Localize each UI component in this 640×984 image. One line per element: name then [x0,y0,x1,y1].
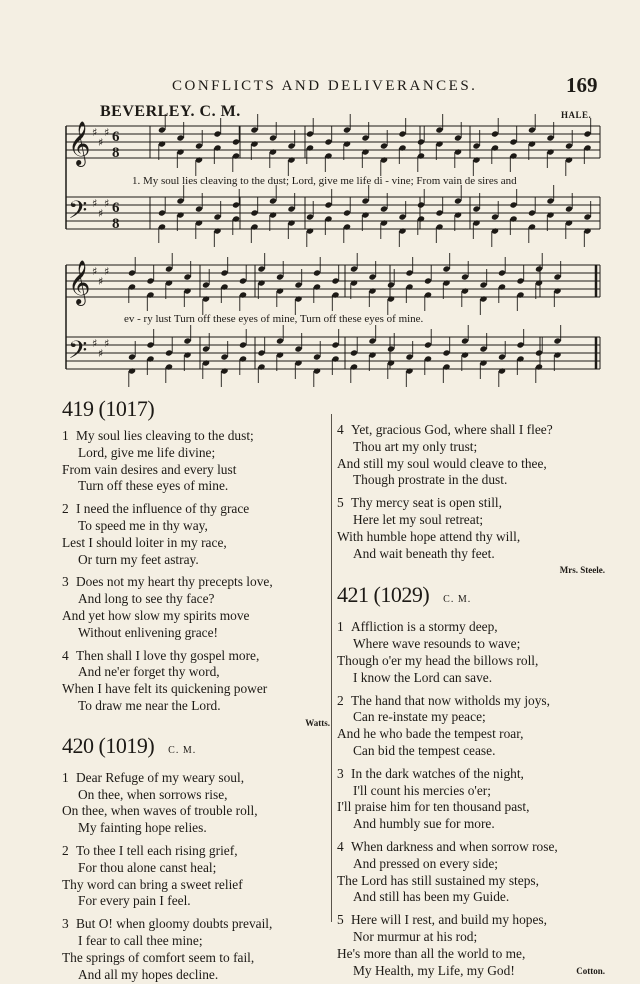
hymn-column-right [337,416,605,977]
verse-text: From vain desires and every lust [62,461,237,477]
verse-line [62,445,330,462]
stanza-3 [337,766,605,833]
verse-line [337,512,605,529]
verse-line [62,698,330,715]
verse-text: The springs of comfort seem to fail, [62,949,255,965]
verse-line [337,743,605,760]
sharp-icon: ♯ [92,337,98,350]
bass-clef-icon: 𝄢 [68,196,88,231]
verse-text: In the dark watches of the night, [351,765,524,781]
sharp-icon: ♯ [104,337,110,350]
verse-line [62,535,330,552]
verse-line [62,933,330,950]
verse-text: I know the Lord can save. [353,669,493,685]
verse-line [62,967,330,984]
verse-line [62,803,330,820]
hymn-stanzas [62,428,330,715]
stanza-4 [62,648,330,715]
sharp-icon: ♯ [98,347,104,360]
verse-text: Then shall I love thy gospel more, [76,647,260,663]
verse-line [62,681,330,698]
verse-text: Turn off these eyes of mine. [78,478,229,494]
verse-text: Can re-instate my peace; [353,709,486,725]
verse-line [337,529,605,546]
hymn-number-text: 421 (1029) [337,582,430,608]
verse-text: Yet, gracious God, where shall I flee? [351,422,553,437]
verse-line [337,546,605,563]
hymn-column-left [62,396,330,983]
verse-line [62,478,330,495]
verse-line [62,574,330,591]
stanza-2 [62,843,330,910]
verse-text: And yet how slow my spirits move [62,607,250,623]
hymn-author: Mrs. Steele. [559,565,605,576]
verse-text: Thy word can bring a sweet relief [62,876,243,892]
verse-text: Can bid the tempest cease. [353,742,496,758]
verse-text: Does not my heart thy precepts love, [76,574,273,590]
music-score [0,0,640,400]
verse-text: My Health, my Life, my God! [353,962,515,978]
stanza-number: 4 [337,838,344,854]
verse-line [62,625,330,642]
verse-line [62,664,330,681]
verse-text: And still has been my Guide. [353,889,510,905]
hymn-number [62,733,330,764]
verse-text: And humbly sue for more. [353,816,495,832]
lyrics-line-1: 1. My soul lies cleaving to the dust; Lord, give me life di - vine; From vain de sires and [132,175,517,187]
verse-text: And all my hopes decline. [78,966,219,982]
verse-line [62,648,330,665]
verse-text: With humble hope attend thy will, [337,528,521,544]
verse-text: And pressed on every side; [353,855,499,871]
verse-text: I'll praise him for ten thousand past, [337,799,530,815]
verse-line [337,946,605,963]
verse-line [337,889,605,906]
sharp-icon: ♯ [104,265,110,278]
verse-line [337,693,605,710]
verse-text: For every pain I feel. [78,893,191,909]
verse-line [62,820,330,837]
verse-line [337,799,605,816]
verse-line [337,726,605,743]
verse-text: My soul lies cleaving to the dust; [76,428,254,443]
stanza-number: 3 [337,765,344,781]
time-signature-top: 6 [112,129,120,145]
verse-line [62,950,330,967]
stanza-number: 3 [62,574,69,590]
verse-text: Though prostrate in the dust. [353,472,508,488]
verse-line [337,816,605,833]
page-number: 169 [566,73,598,97]
stanza-number: 5 [337,912,344,928]
verse-line [62,770,330,787]
verse-text: Or turn my feet astray. [78,551,199,567]
verse-line [62,893,330,910]
verse-line [337,456,605,473]
stanza-2 [62,501,330,568]
verse-text: Where wave resounds to wave; [353,636,521,652]
verse-line [337,873,605,890]
verse-line [337,783,605,800]
treble-clef-icon: 𝄞 [68,121,91,165]
sharp-icon: ♯ [98,275,104,288]
verse-line [337,422,605,439]
verse-line [337,495,605,512]
verse-line [62,916,330,933]
verse-text: Affliction is a stormy deep, [351,619,498,635]
verse-line [337,472,605,489]
verse-text: Nor murmur at his rod; [353,928,478,944]
sharp-icon: ♯ [98,207,104,220]
verse-text: But O! when gloomy doubts prevail, [76,916,273,932]
verse-text: Here let my soul retreat; [353,511,484,527]
verse-line [62,462,330,479]
verse-line [62,428,330,445]
stanza-3 [62,916,330,983]
sharp-icon: ♯ [104,126,110,139]
hymn-421 [337,582,605,977]
verse-text: Without enlivening grace! [78,624,219,640]
verse-text: Lest I should loiter in my race, [62,534,227,550]
verse-line [62,552,330,569]
stanza-number: 4 [62,647,69,663]
verse-text: My fainting hope relies. [78,820,207,836]
hymn-stanzas [337,619,605,979]
verse-text: And long to see thy face? [78,591,215,607]
stanza-number: 2 [337,692,344,708]
sharp-icon: ♯ [92,126,98,139]
verse-line [62,608,330,625]
stanza-number: 3 [62,916,69,932]
stanza-5 [337,495,605,562]
verse-text: When darkness and when sorrow rose, [351,838,558,854]
verse-text: Thy mercy seat is open still, [351,495,502,511]
verse-line [62,787,330,804]
verse-text: Lord, give me life divine; [78,444,216,460]
stanza-number: 2 [62,842,69,858]
verse-text: When I have felt its quickening power [62,681,268,697]
hymn-number-text: 419 (1017) [62,396,155,421]
stanza-1 [62,770,330,837]
verse-line [62,843,330,860]
column-divider [331,414,332,922]
stanza-number: 1 [62,428,69,443]
verse-text: I need the influence of thy grace [76,501,250,517]
stanza-3 [62,574,330,641]
verse-text: He's more than all the world to me, [337,945,526,961]
hymn-number [62,396,330,422]
verse-line [337,439,605,456]
hymn-number [337,582,605,613]
verse-line [337,766,605,783]
verse-text: The Lord has still sustained my steps, [337,872,539,888]
verse-line [337,856,605,873]
time-signature-top: 6 [112,200,120,216]
verse-text: On thee, when sorrows rise, [78,786,228,802]
time-signature-bottom: 8 [112,145,120,161]
verse-text: Though o'er my head the billows roll, [337,652,539,668]
stanza-number: 2 [62,501,69,517]
hymn-meter: C. M. [168,744,197,756]
time-signature-bottom: 8 [112,216,120,232]
hymn-author: Cotton. [576,966,605,977]
verse-line [337,619,605,636]
hymn-number-text: 420 (1019) [62,732,155,758]
verse-text: Here will I rest, and build my hopes, [351,912,547,928]
sharp-icon: ♯ [104,197,110,210]
verse-line [337,929,605,946]
sharp-icon: ♯ [98,136,104,149]
sharp-icon: ♯ [92,265,98,278]
tune-composer: HALE. [561,110,592,120]
verse-line [62,591,330,608]
verse-text: To draw me near the Lord. [78,697,221,713]
lyrics-line-2: ev - ry lust Turn off these eyes of mine, Turn off these eyes of mine. [124,313,424,325]
stanza-4 [337,422,605,489]
verse-text: I fear to call thee mine; [78,932,203,948]
verse-line [62,518,330,535]
verse-line [62,877,330,894]
running-head: CONFLICTS AND DELIVERANCES. [172,78,478,94]
stanza-4 [337,839,605,906]
verse-line [337,636,605,653]
verse-line [62,860,330,877]
hymn-stanzas-continued [337,422,605,562]
hymn-meter: C. M. [443,594,472,606]
verse-line [337,653,605,670]
verse-text: The hand that now witholds my joys, [351,692,550,708]
tune-title: BEVERLEY. C. M. [100,103,241,120]
verse-text: For thou alone canst heal; [78,859,217,875]
verse-text: On thee, when waves of trouble roll, [62,803,258,819]
verse-line [337,670,605,687]
stanza-2 [337,693,605,760]
stanza-1 [337,619,605,686]
hymn-stanzas [62,770,330,984]
verse-text: And still my soul would cleave to thee, [337,455,547,471]
verse-text: To speed me in thy way, [78,517,208,533]
verse-text: Thou art my only trust; [353,438,478,454]
sharp-icon: ♯ [92,197,98,210]
verse-line [62,501,330,518]
treble-clef-icon: 𝄞 [68,260,91,304]
verse-text: Dear Refuge of my weary soul, [76,769,245,785]
stanza-1 [62,428,330,495]
verse-text: I'll count his mercies o'er; [353,782,491,798]
stanza-number: 1 [337,619,344,635]
verse-line [337,709,605,726]
stanza-number: 5 [337,495,344,511]
hymn-420 [62,733,330,984]
hymn-author: Watts. [305,717,330,728]
verse-text: And ne'er forget thy word, [78,664,220,680]
hymn-419 [62,396,330,729]
verse-text: To thee I tell each rising grief, [76,842,238,858]
verse-text: And he who bade the tempest roar, [337,726,524,742]
verse-line [337,912,605,929]
stanza-number: 1 [62,769,69,785]
stanza-number: 4 [337,422,344,437]
verse-line [337,839,605,856]
verse-text: And wait beneath thy feet. [353,545,495,561]
bass-clef-icon: 𝄢 [68,336,88,371]
